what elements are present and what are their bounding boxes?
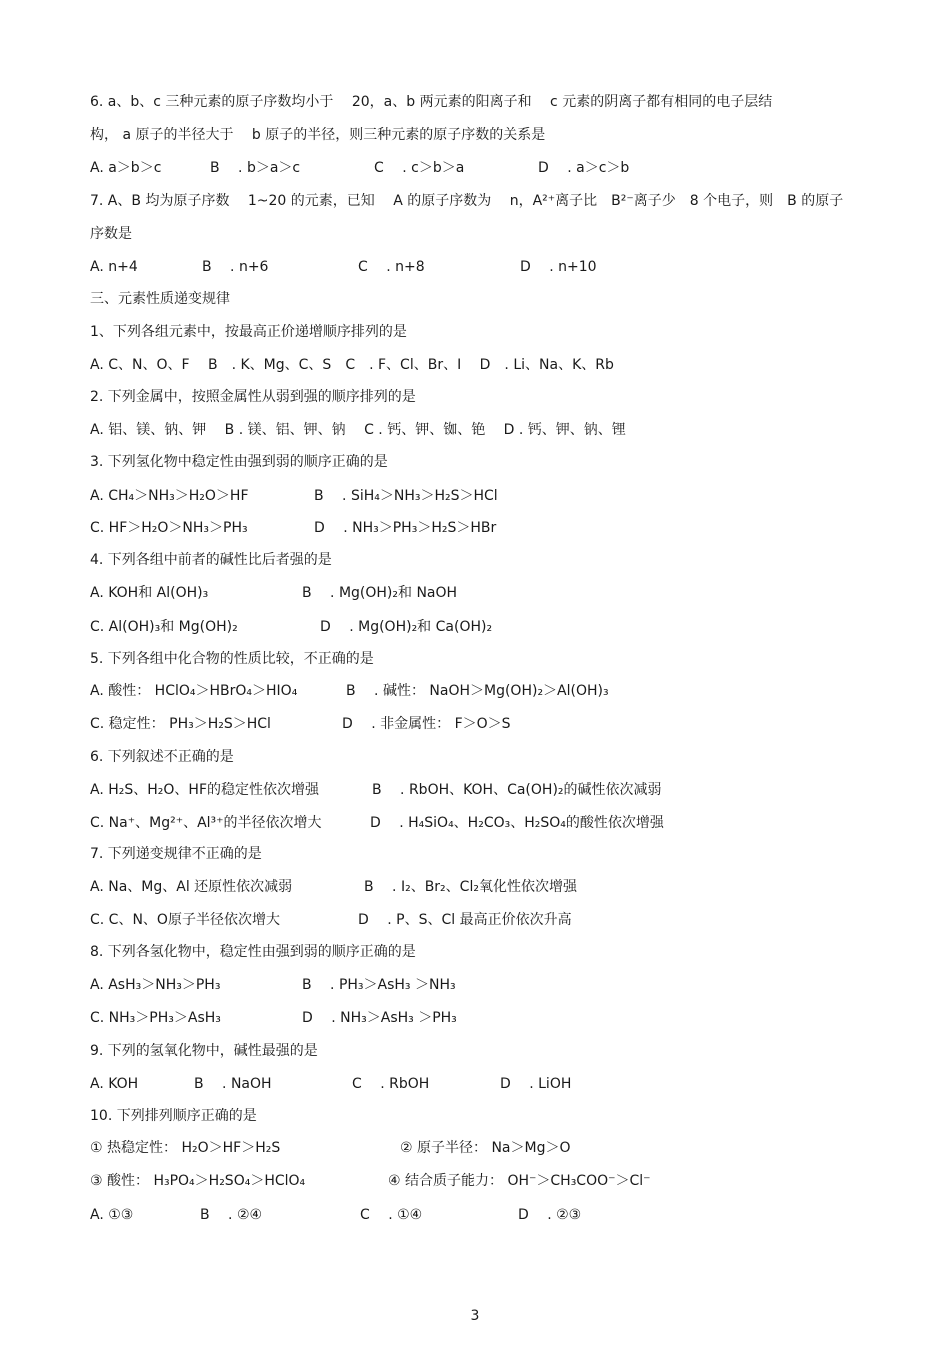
question-7-stem-line2: 序数是 (90, 226, 132, 242)
option-b: B . I₂、Br₂、Cl₂氧化性依次增强 (364, 879, 577, 895)
option-b: B . RbOH、KOH、Ca(OH)₂的碱性依次减弱 (372, 782, 662, 798)
option-c: C. NH₃＞PH₃＞AsH₃ (90, 1010, 221, 1026)
question-6-stem-line2: 构， a 原子的半径大于 b 原子的半径，则三种元素的原子序数的关系是 (90, 127, 546, 143)
option-b: B . n+6 (202, 259, 269, 275)
question-1-stem: 1、下列各组元素中，按最高正价递增顺序排列的是 (90, 324, 407, 340)
option-b: B . b＞a＞c (210, 160, 301, 176)
option-c: C. HF＞H₂O＞NH₃＞PH₃ (90, 520, 248, 536)
option-a: A. AsH₃＞NH₃＞PH₃ (90, 977, 221, 993)
question-7b-stem: 7. 下列递变规律不正确的是 (90, 846, 262, 862)
option-a: A. Na、Mg、Al 还原性依次减弱 (90, 879, 293, 895)
option-b: B . ②④ (200, 1207, 263, 1223)
option-d: D . n+10 (520, 259, 597, 275)
question-1-options: A. C、N、O、F B . K、Mg、C、S C . F、Cl、Br、I D . Li、Na、K、Rb (90, 357, 614, 373)
option-c: C. Al(OH)₃和 Mg(OH)₂ (90, 619, 238, 635)
option-d: D . NH₃＞PH₃＞H₂S＞HBr (314, 520, 497, 536)
question-4-stem: 4. 下列各组中前者的碱性比后者强的是 (90, 552, 332, 568)
question-2-stem: 2. 下列金属中，按照金属性从弱到强的顺序排列的是 (90, 389, 416, 405)
option-c: C. 稳定性： PH₃＞H₂S＞HCl (90, 716, 271, 732)
option-a: A. 酸性： HClO₄＞HBrO₄＞HIO₄ (90, 683, 298, 699)
option-b: B . SiH₄＞NH₃＞H₂S＞HCl (314, 488, 498, 504)
option-a: A. ①③ (90, 1207, 134, 1223)
option-a: A. KOH (90, 1076, 139, 1092)
option-b: B . NaOH (194, 1076, 272, 1092)
option-c: C. Na⁺、Mg²⁺、Al³⁺的半径依次增大 (90, 815, 322, 831)
question-7-stem-line1: 7. A、B 均为原子序数 1~20 的元素，已知 A 的原子序数为 n，A²⁺离子比 B²⁻离子少 8 个电子，则 B 的原子 (90, 193, 844, 209)
option-d: D . P、S、Cl 最高正价依次升高 (358, 912, 572, 928)
option-a: A. KOH和 Al(OH)₃ (90, 585, 209, 601)
statement-4: ④ 结合质子能力： OH⁻＞CH₃COO⁻＞Cl⁻ (388, 1173, 651, 1189)
option-d: D . Mg(OH)₂和 Ca(OH)₂ (320, 619, 493, 635)
option-c: C . c＞b＞a (374, 160, 465, 176)
option-b: B . PH₃＞AsH₃ ＞NH₃ (302, 977, 456, 993)
option-d: D . a＞c＞b (538, 160, 630, 176)
statement-3: ③ 酸性： H₃PO₄＞H₂SO₄＞HClO₄ (90, 1173, 306, 1189)
option-d: D . ②③ (518, 1207, 582, 1223)
question-2-options: A. 铝、镁、钠、钾 B . 镁、铝、钾、钠 C . 钙、钾、铷、铯 D . 钙、钾、钠、锂 (90, 422, 626, 438)
option-c: C . ①④ (360, 1207, 423, 1223)
option-c: C. C、N、O原子半径依次增大 (90, 912, 280, 928)
option-c: C . RbOH (352, 1076, 430, 1092)
question-9-stem: 9. 下列的氢氧化物中，碱性最强的是 (90, 1043, 318, 1059)
option-d: D . H₄SiO₄、H₂CO₃、H₂SO₄的酸性依次增强 (370, 815, 664, 831)
option-d: D . NH₃＞AsH₃ ＞PH₃ (302, 1010, 457, 1026)
option-d: D . LiOH (500, 1076, 572, 1092)
option-b: B . Mg(OH)₂和 NaOH (302, 585, 458, 601)
option-c: C . n+8 (358, 259, 425, 275)
statement-2: ② 原子半径： Na＞Mg＞O (400, 1140, 571, 1156)
option-a: A. CH₄＞NH₃＞H₂O＞HF (90, 488, 249, 504)
question-5-stem: 5. 下列各组中化合物的性质比较，不正确的是 (90, 651, 374, 667)
question-6-stem-line1: 6. a、b、c 三种元素的原子序数均小于 20，a、b 两元素的阳离子和 c 元素的阴离子都有相同的电子层结 (90, 94, 773, 110)
question-3-stem: 3. 下列氢化物中稳定性由强到弱的顺序正确的是 (90, 454, 388, 470)
option-b: B . 碱性： NaOH＞Mg(OH)₂＞Al(OH)₃ (346, 683, 609, 699)
question-8-stem: 8. 下列各氢化物中，稳定性由强到弱的顺序正确的是 (90, 944, 416, 960)
option-a: A. H₂S、H₂O、HF的稳定性依次增强 (90, 782, 319, 798)
question-6b-stem: 6. 下列叙述不正确的是 (90, 749, 234, 765)
section-heading: 三、元素性质递变规律 (90, 291, 230, 307)
statement-1: ① 热稳定性： H₂O＞HF＞H₂S (90, 1140, 281, 1156)
page-number: 3 (470, 1308, 480, 1324)
question-10-stem: 10. 下列排列顺序正确的是 (90, 1108, 257, 1124)
option-a: A. a＞b＞c (90, 160, 162, 176)
option-d: D . 非金属性： F＞O＞S (342, 716, 511, 732)
option-a: A. n+4 (90, 259, 138, 275)
